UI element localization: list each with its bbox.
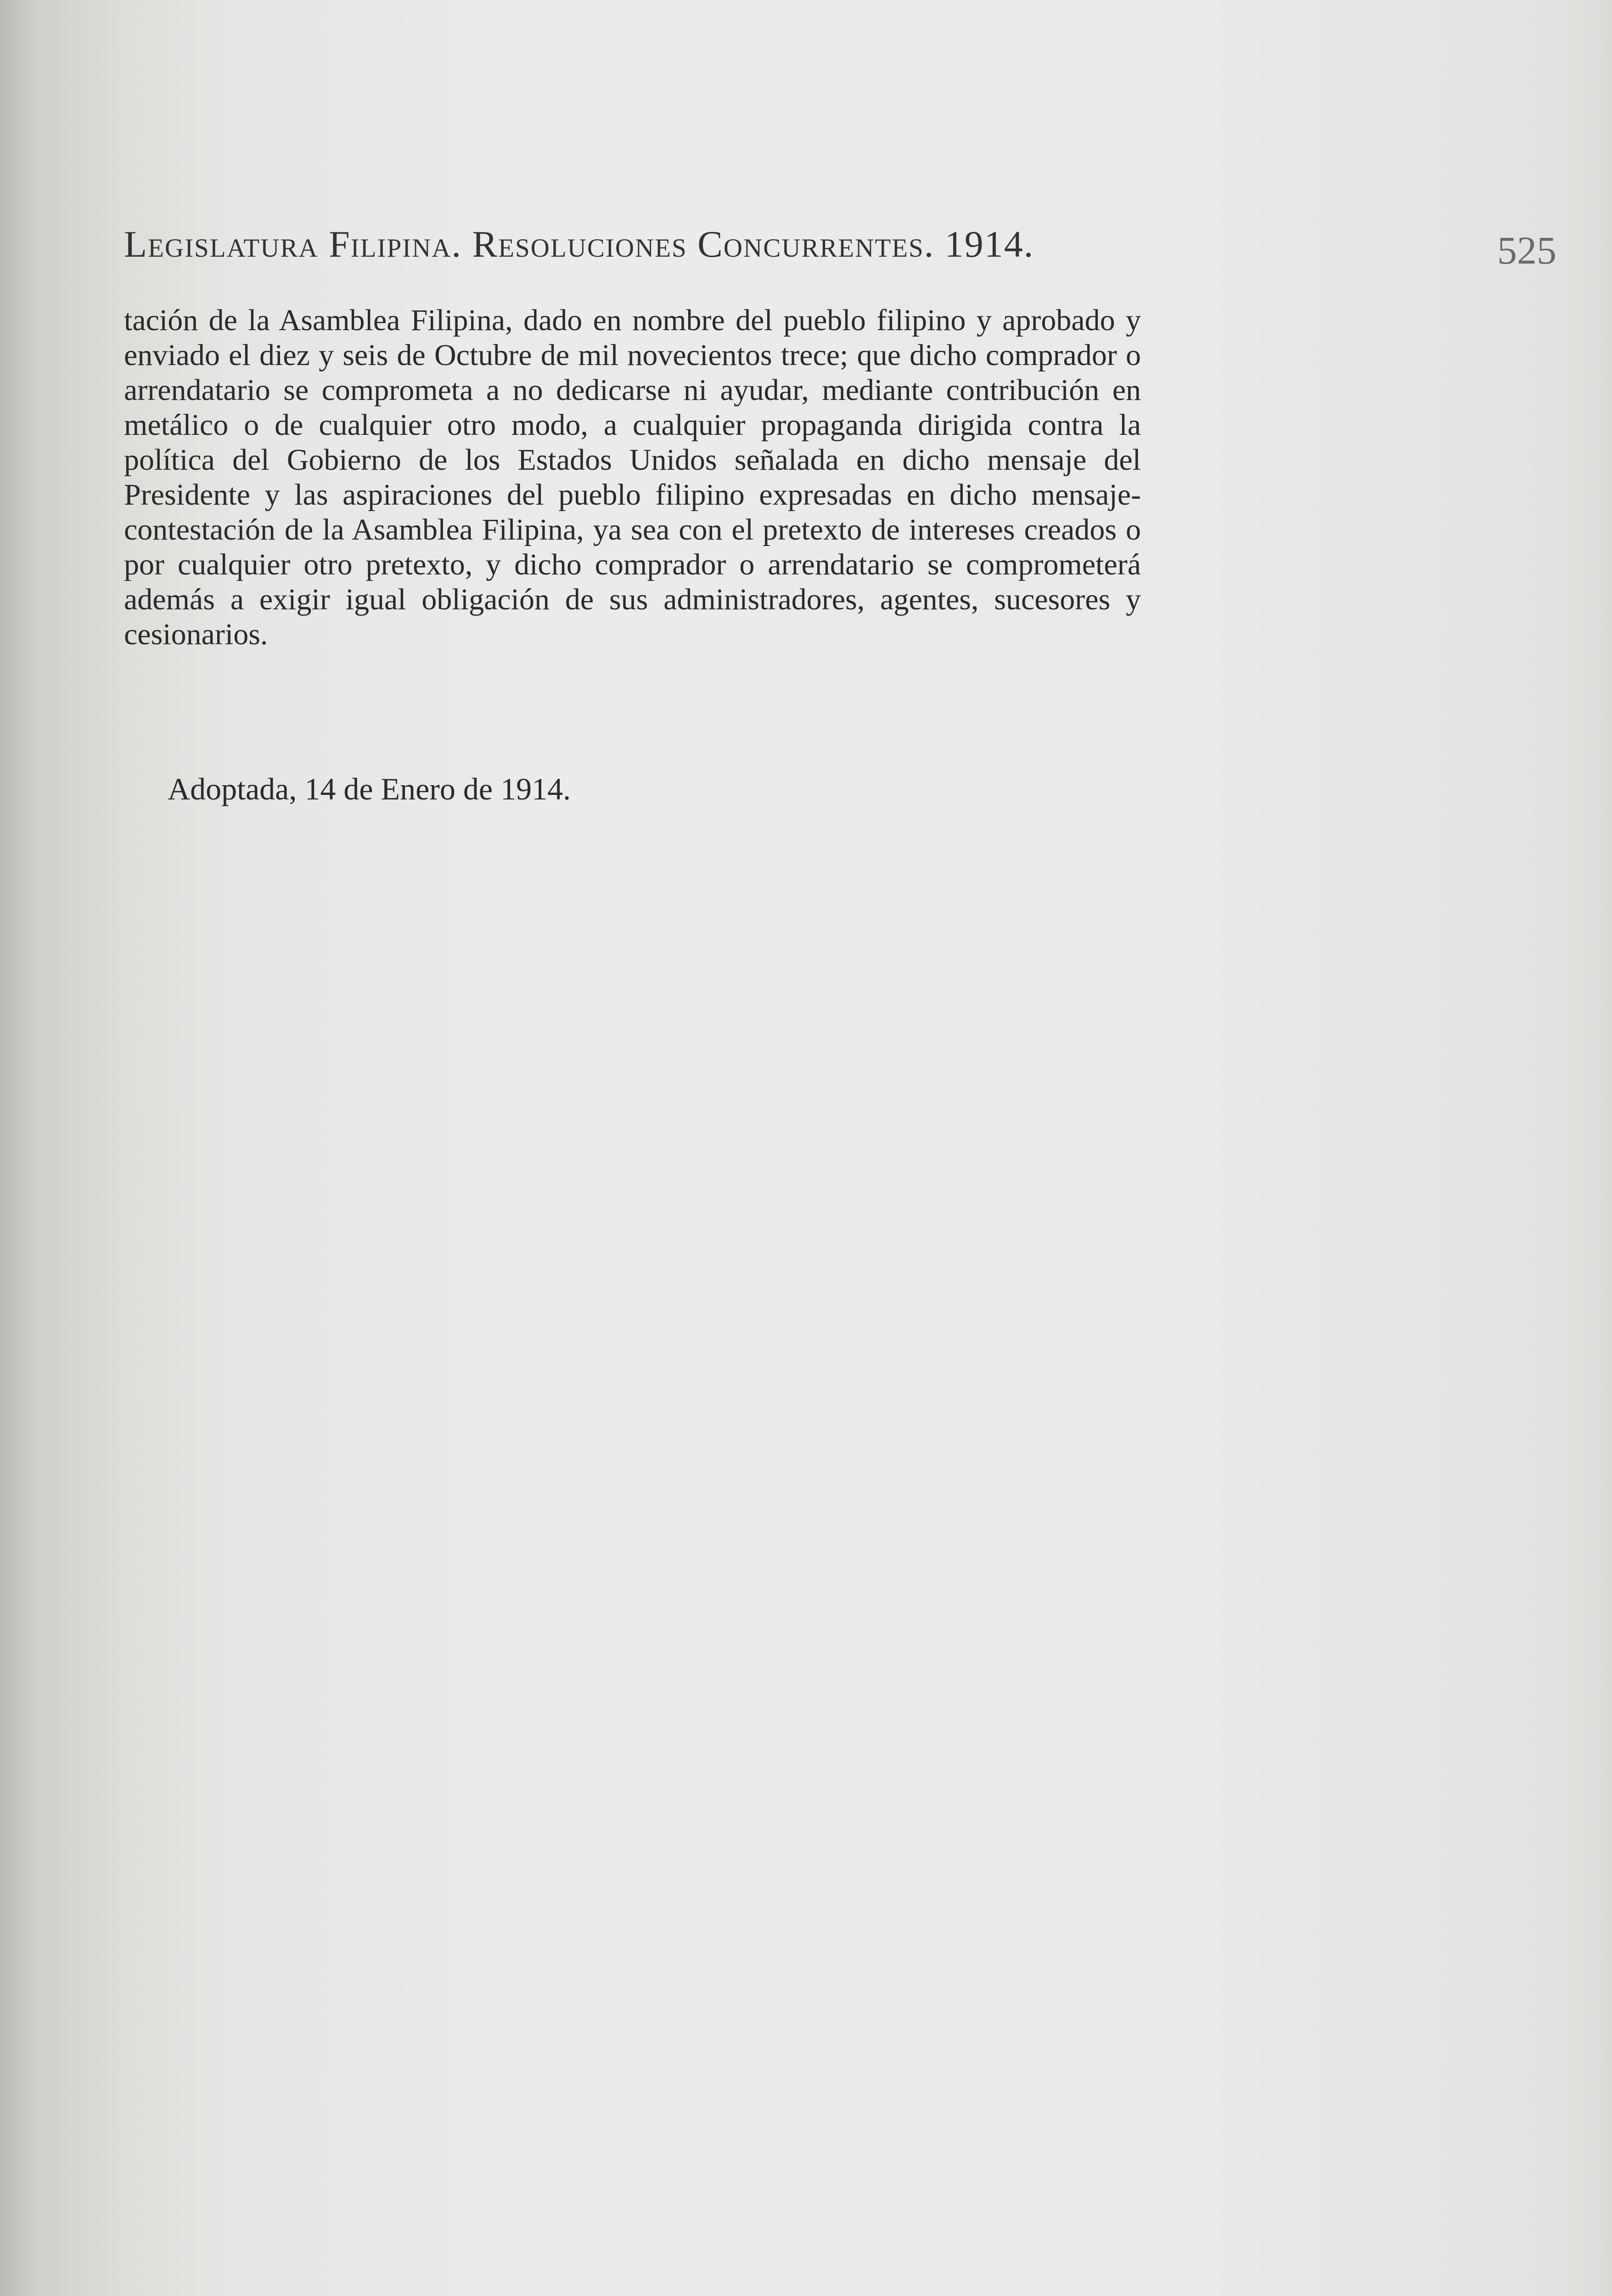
resolution-text: [124, 303, 1141, 652]
running-head: Legislatura Filipina. Resoluciones Concurrentes. 1914.: [124, 223, 1034, 265]
resolution-paragraph: tación de la Asamblea Filipina, dado en nombre del pueblo filipino y aprobado y enviado el diez y seis de Octubre de mil novecientos trece; que dicho comprador o arrendatario se comprometa a no dedicarse ni ayudar, mediante contribución en metálico o de cualquier otro modo, a cualquier propaganda dirigida contra la política del Gobierno de los Estados Unidos señalada en dicho mensaje del Presidente y las aspiraciones del pueblo filipino expresadas en dicho mensaje-contestación de la Asamblea Filipina, ya sea con el pretexto de intereses creados o por cualquier otro pretexto, y dicho comprador o arrendatario se comprometerá además a exigir igual obligación de sus administradores, agentes, sucesores y cesionarios.: [124, 304, 1141, 651]
adoption-date: Adoptada, 14 de Enero de 1914.: [168, 771, 571, 806]
page-header: [124, 223, 1556, 278]
page-number: 525: [1497, 228, 1556, 272]
